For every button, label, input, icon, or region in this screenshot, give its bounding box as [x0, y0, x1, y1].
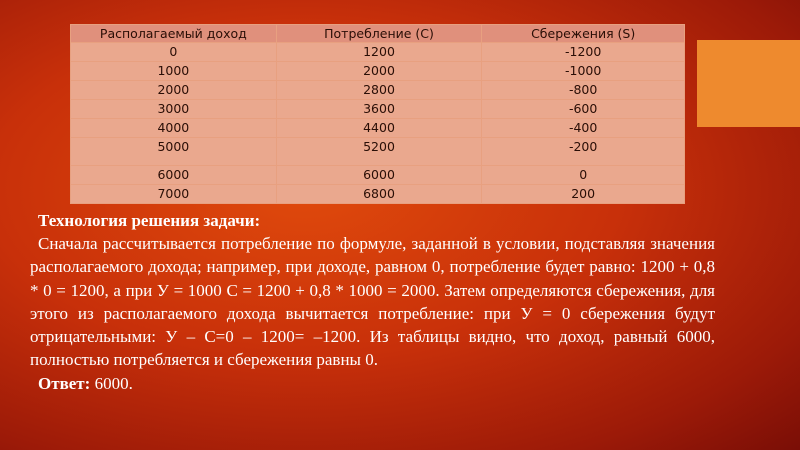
income-consumption-table [70, 24, 685, 204]
cell-savings: -200 [482, 138, 685, 166]
cell-savings: 200 [482, 185, 685, 204]
cell-income: 2000 [71, 81, 277, 100]
solution-heading: Технология решения задачи: [38, 211, 261, 230]
cell-savings: -400 [482, 119, 685, 138]
decorative-rectangle [697, 40, 800, 127]
cell-consumption: 6000 [276, 166, 482, 185]
header-disposable-income: Располагаемый доход [71, 25, 277, 43]
cell-income: 3000 [71, 100, 277, 119]
cell-consumption: 1200 [276, 43, 482, 62]
answer-value: 6000. [90, 374, 133, 394]
table-row [71, 185, 685, 204]
cell-savings: -1000 [482, 62, 685, 81]
cell-savings: -800 [482, 81, 685, 100]
cell-consumption: 4400 [276, 119, 482, 138]
table-row [71, 100, 685, 119]
solution-text-block [30, 209, 715, 396]
cell-income: 6000 [71, 166, 277, 185]
answer-line [38, 372, 715, 395]
cell-consumption: 6800 [276, 185, 482, 204]
table-row [71, 138, 685, 166]
cell-savings: 0 [482, 166, 685, 185]
cell-savings: -1200 [482, 43, 685, 62]
cell-income: 4000 [71, 119, 277, 138]
table-row [71, 81, 685, 100]
answer-label: Ответ: [38, 374, 91, 394]
cell-savings: -600 [482, 100, 685, 119]
solution-body: Сначала рассчитывается потребление по формуле, заданной в условии, подставляя значения располагаемого дохода; например, при доходе, равном 0, потребление будет равно: 1200 + 0,8 * 0 = 1200, а при У = 1000 С = 1200 + 0,8 * 1000 = 2000. Затем определяются сбережения, для этого из располагаемого дохода вычитается потребление: при У = 0 сбережения будут отрицательными: У – С=0 – 1200= –1200. Из таблицы видно, что доход, равный 6000, полностью потребляется и сбережения равны 0. [30, 234, 715, 370]
header-consumption: Потребление (C) [276, 25, 482, 43]
cell-income: 5000 [71, 138, 277, 166]
table-row [71, 119, 685, 138]
cell-income: 7000 [71, 185, 277, 204]
header-savings: Сбережения (S) [482, 25, 685, 43]
cell-consumption: 2000 [276, 62, 482, 81]
table-row [71, 43, 685, 62]
cell-income: 1000 [71, 62, 277, 81]
cell-income: 0 [71, 43, 277, 62]
cell-consumption: 2800 [276, 81, 482, 100]
table-row [71, 62, 685, 81]
table-row [71, 166, 685, 185]
cell-consumption: 5200 [276, 138, 482, 166]
table-header-row [71, 25, 685, 43]
cell-consumption: 3600 [276, 100, 482, 119]
